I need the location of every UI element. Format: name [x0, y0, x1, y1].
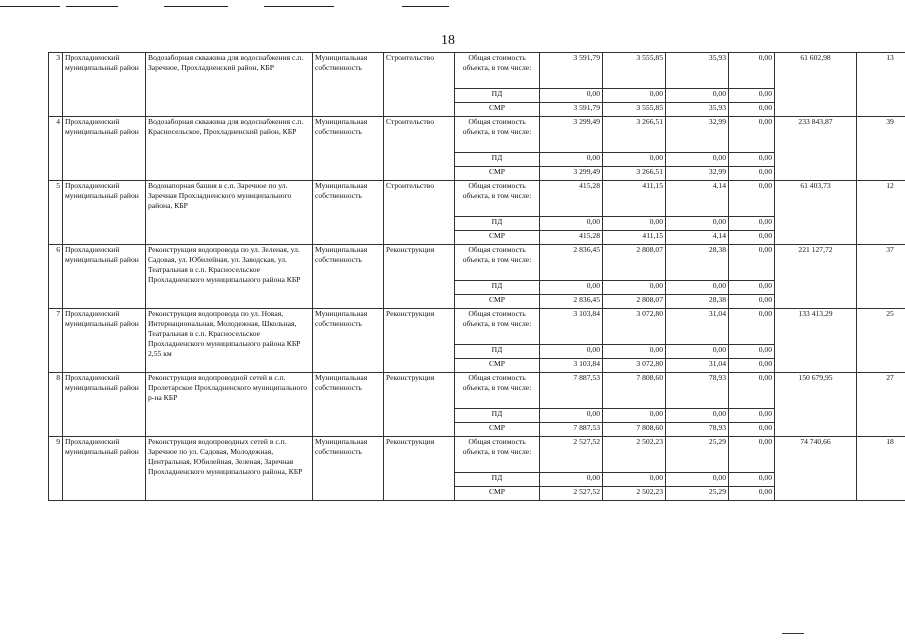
value-cell: 28,38: [666, 295, 729, 309]
ownership-cell: Муниципальная собственность: [313, 437, 384, 501]
value-cell: 3 072,80: [603, 309, 666, 345]
value-cell: 32,99: [666, 117, 729, 153]
value-cell: 0,00: [729, 217, 775, 231]
work-type-cell: Реконструкция: [384, 309, 455, 373]
value-cell: 32,99: [666, 167, 729, 181]
rank-cell: 37: [857, 245, 905, 309]
cost-type-label: ПД: [455, 473, 540, 487]
value-cell: 7 887,53: [540, 423, 603, 437]
object-name-cell: Реконструкция водопроводных сетей в с.п. Заречное по ул. Садовая, Молодежная, Центральная, Юбилейная, Зеленая, Заречная Прохладненского муниципального района, КБР: [146, 437, 313, 501]
page-number: 18: [441, 33, 455, 48]
district-cell: Прохладненский муниципальный район: [63, 245, 146, 309]
row-number: 6: [49, 245, 63, 309]
value-cell: 3 299,49: [540, 167, 603, 181]
object-name-cell: Реконструкция водопровода по ул. Зеленая, ул. Садовая, ул. Юбилейная, ул. Заводская, ул. Театральная в с.п. Красносельское Прохладненского муниципального района КБР: [146, 245, 313, 309]
district-cell: Прохладненский муниципальный район: [63, 309, 146, 373]
ownership-cell: Муниципальная собственность: [313, 373, 384, 437]
cost-type-label: Общая стоимость объекта, в том числе:: [455, 373, 540, 409]
value-cell: 25,29: [666, 487, 729, 501]
cost-type-label: Общая стоимость объекта, в том числе:: [455, 53, 540, 89]
work-type-cell: Реконструкция: [384, 245, 455, 309]
value-cell: 2 527,52: [540, 487, 603, 501]
value-cell: 0,00: [729, 295, 775, 309]
header-rule-4: [264, 6, 334, 7]
object-name-cell: Реконструкция водопроводной сетей в с.п. Пролетарское Прохладненского муниципального р-на КБР: [146, 373, 313, 437]
population-cell: 61 602,98: [775, 53, 857, 117]
value-cell: 3 103,84: [540, 309, 603, 345]
cost-type-label: ПД: [455, 217, 540, 231]
value-cell: 0,00: [729, 103, 775, 117]
cost-type-label: Общая стоимость объекта, в том числе:: [455, 245, 540, 281]
value-cell: 0,00: [540, 345, 603, 359]
value-cell: 0,00: [603, 89, 666, 103]
district-cell: Прохладненский муниципальный район: [63, 53, 146, 117]
cost-type-label: Общая стоимость объекта, в том числе:: [455, 437, 540, 473]
value-cell: 2 808,07: [603, 245, 666, 281]
value-cell: 3 266,51: [603, 117, 666, 153]
ownership-cell: Муниципальная собственность: [313, 117, 384, 181]
cost-type-label: ПД: [455, 89, 540, 103]
value-cell: 7 808,60: [603, 423, 666, 437]
cost-type-label: ПД: [455, 345, 540, 359]
rank-cell: 12: [857, 181, 905, 245]
population-cell: 221 127,72: [775, 245, 857, 309]
value-cell: 0,00: [729, 53, 775, 89]
value-cell: 25,29: [666, 437, 729, 473]
value-cell: 7 887,53: [540, 373, 603, 409]
cost-type-label: СМР: [455, 359, 540, 373]
population-cell: 233 843,87: [775, 117, 857, 181]
ownership-cell: Муниципальная собственность: [313, 309, 384, 373]
district-cell: Прохладненский муниципальный район: [63, 437, 146, 501]
value-cell: 0,00: [540, 473, 603, 487]
value-cell: 0,00: [540, 409, 603, 423]
value-cell: 0,00: [603, 345, 666, 359]
row-number: 8: [49, 373, 63, 437]
work-type-cell: Реконструкция: [384, 373, 455, 437]
cost-type-label: ПД: [455, 153, 540, 167]
cost-type-label: СМР: [455, 487, 540, 501]
ownership-cell: Муниципальная собственность: [313, 245, 384, 309]
header-rule-2: [66, 6, 118, 7]
district-cell: Прохладненский муниципальный район: [63, 181, 146, 245]
table-row: [49, 245, 905, 281]
value-cell: 2 836,45: [540, 295, 603, 309]
value-cell: 0,00: [729, 473, 775, 487]
value-cell: 0,00: [666, 217, 729, 231]
value-cell: 3 072,80: [603, 359, 666, 373]
district-cell: Прохладненский муниципальный район: [63, 373, 146, 437]
value-cell: 0,00: [666, 345, 729, 359]
value-cell: 0,00: [540, 153, 603, 167]
value-cell: 0,00: [603, 153, 666, 167]
cost-type-label: СМР: [455, 231, 540, 245]
value-cell: 0,00: [666, 153, 729, 167]
value-cell: 0,00: [729, 281, 775, 295]
cost-type-label: СМР: [455, 295, 540, 309]
value-cell: 0,00: [603, 409, 666, 423]
value-cell: 0,00: [540, 217, 603, 231]
table-body: [49, 53, 905, 501]
object-name-cell: Водонапорная башня в с.п. Заречное по ул. Заречная Прохладненского муниципального района, КБР: [146, 181, 313, 245]
row-number: 3: [49, 53, 63, 117]
value-cell: 4,14: [666, 181, 729, 217]
value-cell: 3 591,79: [540, 53, 603, 89]
value-cell: 7 808,60: [603, 373, 666, 409]
row-number: 9: [49, 437, 63, 501]
cost-type-label: ПД: [455, 409, 540, 423]
value-cell: 35,93: [666, 53, 729, 89]
rank-cell: 25: [857, 309, 905, 373]
population-cell: 150 679,95: [775, 373, 857, 437]
value-cell: 3 555,85: [603, 103, 666, 117]
value-cell: 0,00: [729, 345, 775, 359]
cost-type-label: Общая стоимость объекта, в том числе:: [455, 181, 540, 217]
ownership-cell: Муниципальная собственность: [313, 53, 384, 117]
value-cell: 0,00: [729, 437, 775, 473]
value-cell: 3 266,51: [603, 167, 666, 181]
table-row: [49, 373, 905, 409]
value-cell: 0,00: [729, 359, 775, 373]
value-cell: 0,00: [729, 423, 775, 437]
value-cell: 0,00: [729, 373, 775, 409]
work-type-cell: Строительство: [384, 117, 455, 181]
value-cell: 78,93: [666, 423, 729, 437]
table-row: [49, 309, 905, 345]
value-cell: 0,00: [666, 473, 729, 487]
header-rule-3: [164, 6, 228, 7]
row-number: 7: [49, 309, 63, 373]
cost-type-label: Общая стоимость объекта, в том числе:: [455, 309, 540, 345]
row-number: 5: [49, 181, 63, 245]
table-row: [49, 437, 905, 473]
value-cell: 31,04: [666, 309, 729, 345]
value-cell: 3 591,79: [540, 103, 603, 117]
value-cell: 2 527,52: [540, 437, 603, 473]
cost-type-label: ПД: [455, 281, 540, 295]
table-row: [49, 181, 905, 217]
population-cell: 74 740,66: [775, 437, 857, 501]
value-cell: 0,00: [729, 117, 775, 153]
object-name-cell: Водозаборная скважина для водоснабжения с.п. Заречное, Прохладненский район, КБР: [146, 53, 313, 117]
value-cell: 2 502,23: [603, 437, 666, 473]
work-type-cell: Реконструкция: [384, 437, 455, 501]
value-cell: 35,93: [666, 103, 729, 117]
value-cell: 0,00: [729, 309, 775, 345]
population-cell: 133 413,29: [775, 309, 857, 373]
table-row: [49, 53, 905, 89]
header-rule-5: [402, 6, 449, 7]
value-cell: 2 836,45: [540, 245, 603, 281]
value-cell: 78,93: [666, 373, 729, 409]
value-cell: 415,28: [540, 181, 603, 217]
footer-rule: [782, 633, 804, 634]
value-cell: 4,14: [666, 231, 729, 245]
value-cell: 0,00: [729, 409, 775, 423]
rank-cell: 27: [857, 373, 905, 437]
value-cell: 411,15: [603, 231, 666, 245]
object-name-cell: Реконструкция водопровода по ул. Новая, Интернациональная, Молодежная, Школьная, Театральная в с.п. Красносельское Прохладненского муниципального района КБР 2,55 км: [146, 309, 313, 373]
value-cell: 411,15: [603, 181, 666, 217]
objects-table: [48, 52, 905, 501]
value-cell: 0,00: [666, 281, 729, 295]
value-cell: 0,00: [603, 281, 666, 295]
value-cell: 0,00: [729, 181, 775, 217]
value-cell: 0,00: [729, 245, 775, 281]
value-cell: 0,00: [729, 153, 775, 167]
value-cell: 2 502,23: [603, 487, 666, 501]
cost-type-label: СМР: [455, 103, 540, 117]
value-cell: 0,00: [603, 217, 666, 231]
work-type-cell: Строительство: [384, 181, 455, 245]
value-cell: 3 299,49: [540, 117, 603, 153]
cost-type-label: СМР: [455, 423, 540, 437]
value-cell: 0,00: [666, 89, 729, 103]
value-cell: 3 103,84: [540, 359, 603, 373]
cost-type-label: СМР: [455, 167, 540, 181]
value-cell: 0,00: [729, 89, 775, 103]
row-number: 4: [49, 117, 63, 181]
value-cell: 0,00: [540, 281, 603, 295]
value-cell: 0,00: [729, 167, 775, 181]
table-row: [49, 117, 905, 153]
value-cell: 0,00: [729, 231, 775, 245]
object-name-cell: Водозаборная скважина для водоснабжения с.п. Красносельское, Прохладненский район, КБР: [146, 117, 313, 181]
ownership-cell: Муниципальная собственность: [313, 181, 384, 245]
value-cell: 31,04: [666, 359, 729, 373]
work-type-cell: Строительство: [384, 53, 455, 117]
header-rule-1: [0, 6, 60, 7]
value-cell: 28,38: [666, 245, 729, 281]
cost-type-label: Общая стоимость объекта, в том числе:: [455, 117, 540, 153]
rank-cell: 13: [857, 53, 905, 117]
value-cell: 3 555,85: [603, 53, 666, 89]
value-cell: 0,00: [666, 409, 729, 423]
rank-cell: 18: [857, 437, 905, 501]
value-cell: 2 808,07: [603, 295, 666, 309]
population-cell: 61 403,73: [775, 181, 857, 245]
district-cell: Прохладненский муниципальный район: [63, 117, 146, 181]
value-cell: 0,00: [540, 89, 603, 103]
value-cell: 0,00: [729, 487, 775, 501]
rank-cell: 39: [857, 117, 905, 181]
value-cell: 415,28: [540, 231, 603, 245]
value-cell: 0,00: [603, 473, 666, 487]
